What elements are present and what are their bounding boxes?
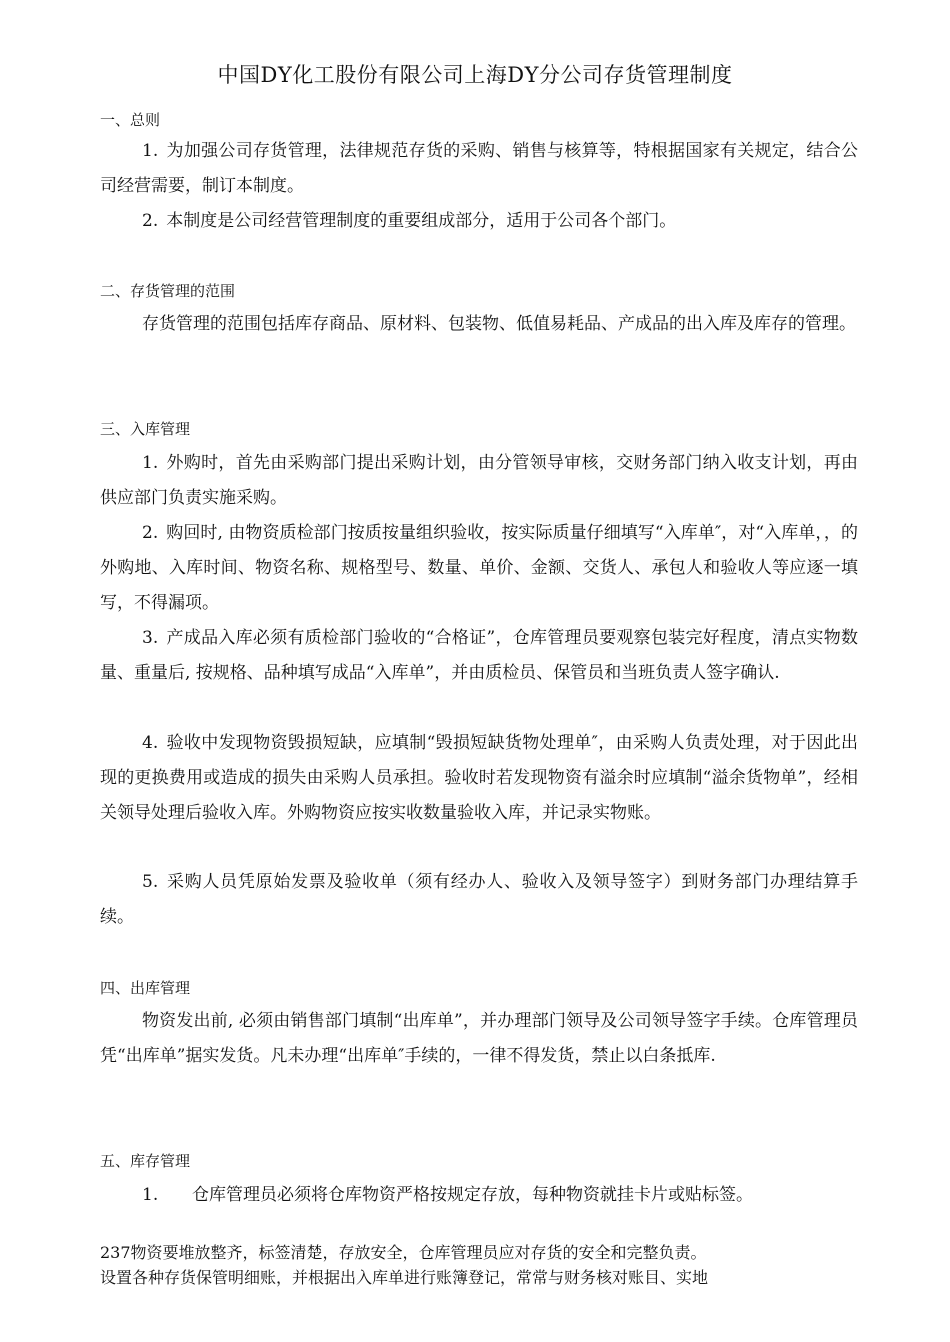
section-3-paragraph-4 [100, 726, 858, 831]
item-number: 5. [142, 872, 159, 892]
paragraph-text: 验收中发现物资毁损短缺，应填制“毁损短缺货物处理单″，由采购人负责处理，对于因此出现的更换费用或造成的损失由采购人员承担。验收时若发现物资有溢余时应填制“溢余货物单”，经相关领导处理后验收入库。外购物资应按实收数量验收入库，并记录实物账。 [100, 733, 858, 823]
item-number: 3. [142, 628, 159, 648]
item-number: 1. [142, 453, 159, 473]
paragraph-text: 产成品入库必须有质检部门验收的“合格证”，仓库管理员要观察包装完好程度，清点实物数量、重量后, 按规格、品种填写成品“入库单”，并由质检员、保管员和当班负责人签字确认. [100, 628, 858, 683]
paragraph-text: 物资发出前, 必须由销售部门填制“出库单”，并办理部门领导及公司领导签字手续。仓库管理员凭“出库单”据实发货。凡未办理“出库单″手续的，一律不得发货，禁止以白条抵库. [100, 1011, 858, 1066]
section-3-paragraph-3 [100, 621, 858, 691]
section-3-paragraph-2 [100, 516, 858, 621]
section-2-heading: 二、存货管理的范围 [100, 282, 236, 300]
item-number: 1. [142, 1185, 159, 1205]
paragraph-text: 采购人员凭原始发票及验收单（须有经办人、验收入及领导签字）到财务部门办理结算手续。 [100, 872, 858, 927]
paragraph-text: 存货管理的范围包括库存商品、原材料、包装物、低值易耗品、产成品的出入库及库存的管理。 [142, 314, 856, 334]
section-4-heading: 四、出库管理 [100, 979, 191, 997]
item-number: 4. [142, 733, 159, 753]
item-number: 1. [142, 141, 159, 161]
document-title: 中国DY化工股份有限公司上海DY分公司存货管理制度 [217, 63, 733, 87]
paragraph-text: 为加强公司存货管理，法律规范存货的采购、销售与核算等，特根据国家有关规定，结合公司经营需要，制订本制度。 [100, 141, 858, 196]
section-1-heading: 一、总则 [100, 111, 161, 129]
item-number: 2. [142, 523, 159, 543]
section-1-paragraph-1 [100, 134, 858, 204]
section-1-paragraph-2 [100, 204, 858, 239]
section-4-paragraph-1 [100, 1004, 858, 1074]
section-3-paragraph-5 [100, 865, 858, 935]
paragraph-text: 购回时, 由物资质检部门按质按量组织验收，按实际质量仔细填写“入库单″，对“入库单，，的外购地、入库时间、物资名称、规格型号、数量、单价、金额、交货人、承包人和验收人等应逐一填写，不得漏项。 [100, 523, 858, 613]
section-5-heading: 五、库存管理 [100, 1152, 191, 1170]
paragraph-text: 本制度是公司经营管理制度的重要组成部分，适用于公司各个部门。 [166, 211, 677, 231]
section-5-line-2: 设置各种存货保管明细账，并根据出入库单进行账簿登记，常常与财务核对账目、实地 [100, 1268, 709, 1287]
paragraph-text: 仓库管理员必须将仓库物资严格按规定存放，每种物资就挂卡片或贴标签。 [192, 1185, 753, 1205]
paragraph-text: 外购时，首先由采购部门提出采购计划，由分管领导审核，交财务部门纳入收支计划，再由供应部门负责实施采购。 [100, 453, 858, 508]
section-3-heading: 三、入库管理 [100, 420, 191, 438]
section-5-line-1: 237物资要堆放整齐，标签清楚，存放安全，仓库管理员应对存货的安全和完整负责。 [100, 1243, 707, 1262]
item-number: 2. [142, 211, 159, 231]
section-5-item-1 [142, 1178, 862, 1213]
section-3-paragraph-1 [100, 446, 858, 516]
section-2-paragraph-1 [100, 307, 858, 342]
